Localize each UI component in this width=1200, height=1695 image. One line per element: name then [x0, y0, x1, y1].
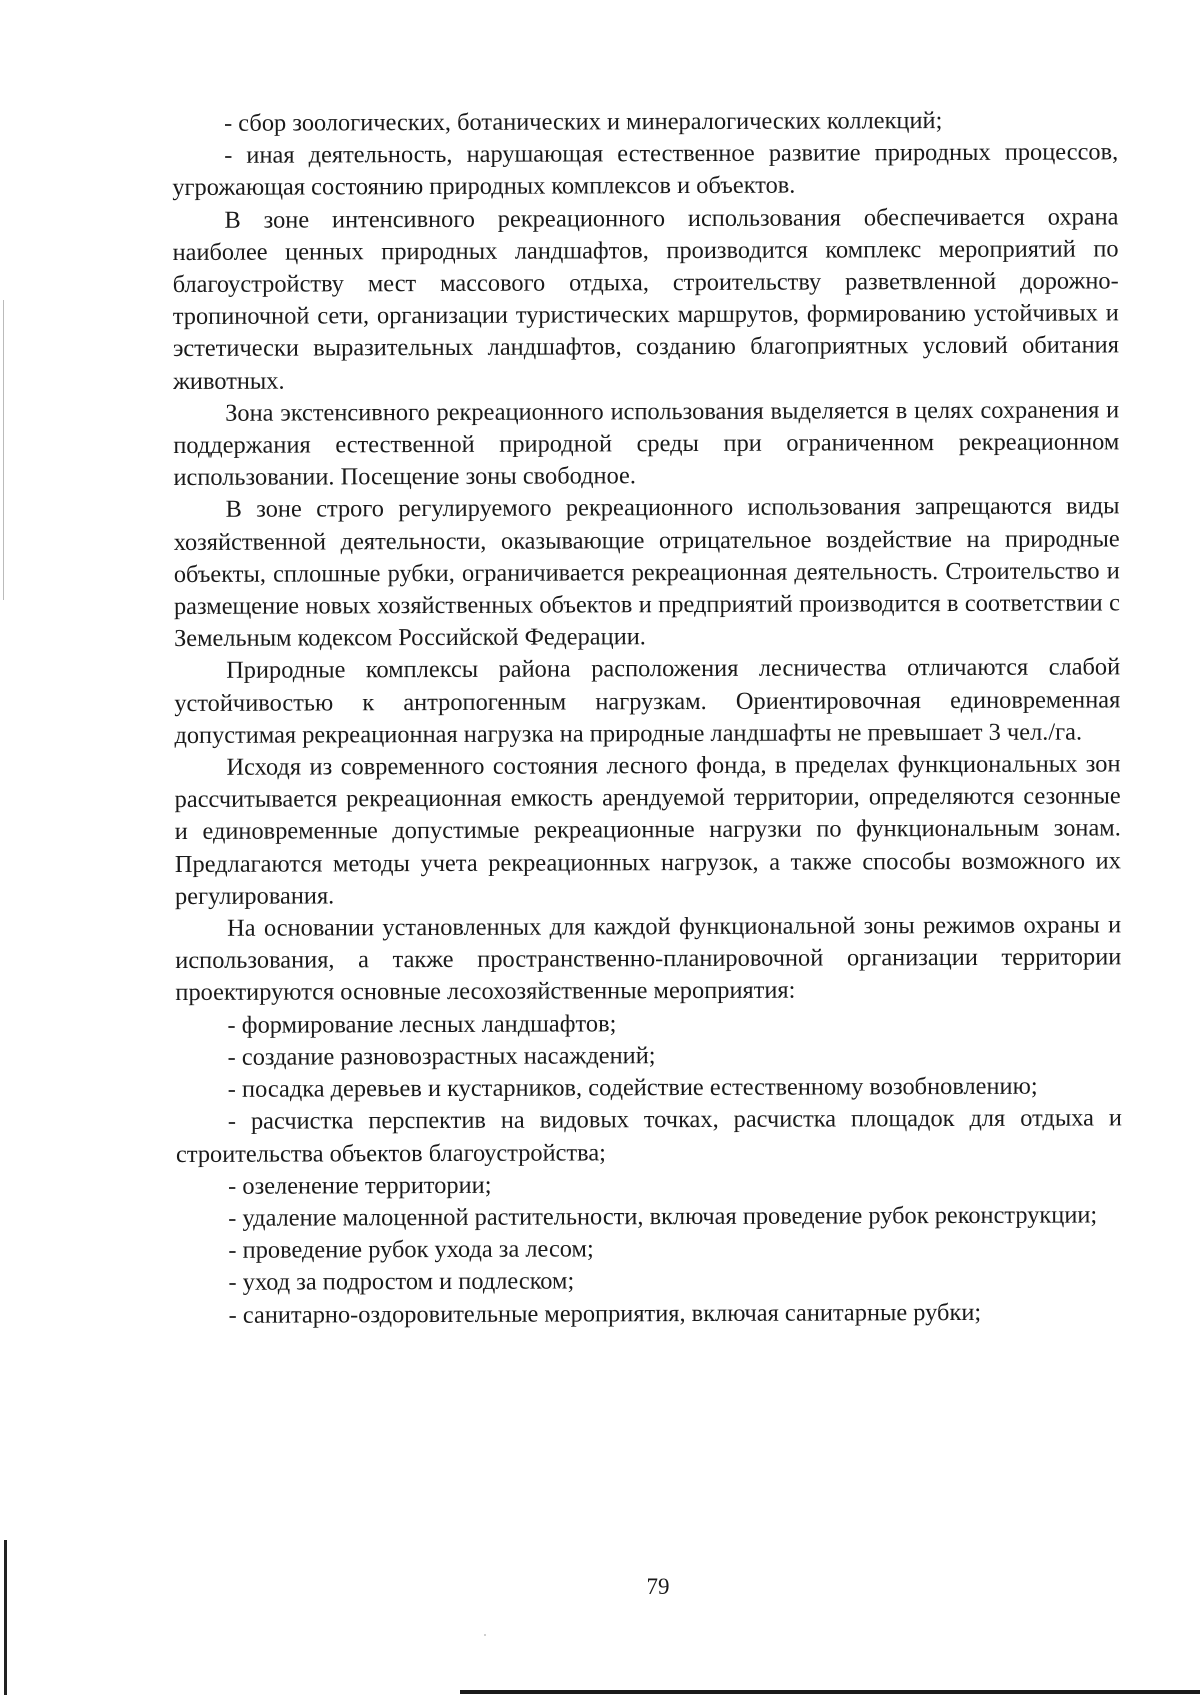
list-item: - сбор зоологических, ботанических и минералогических коллекций;: [224, 107, 943, 137]
list-item: - удаление малоценной растительности, включая проведение рубок реконструкции;: [228, 1201, 1098, 1232]
list-item: - иная деятельность, нарушающая естественное развитие природных процессов, угрожающая состоянию природных комплексов и объектов.: [172, 138, 1119, 202]
paragraph: В зоне интенсивного рекреационного использования обеспечивается охрана наиболее ценных природных ландшафтов, производится комплекс мероприятий по благоустройству мест массового отдыха, строительству разветвленной дорожно-тропиночной сети, организации туристических маршрутов, формированию устойчивых и эстетически выразительных ландшафтов, созданию благоприятных условий обитания животных.: [172, 202, 1119, 395]
list-item: - расчистка перспектив на видовых точках, расчистка площадок для отдыха и строительства объектов благоустройства;: [175, 1104, 1122, 1168]
scan-artifact-left-line: [3, 300, 4, 600]
list-item: - санитарно-оздоровительные мероприятия, включая санитарные рубки;: [228, 1298, 982, 1329]
list-item: - проведение рубок ухода за лесом;: [228, 1235, 594, 1264]
paragraph: Исходя из современного состояния лесного фонда, в пределах функциональных зон рассчитывается рекреационная емкость арендуемой территории, определяются сезонные и единовременные допустимые рекреационные нагрузки по функциональным зонам. Предлагаются методы учета рекреационных нагрузок, а также способы возможного их регулирования.: [174, 750, 1121, 910]
list-item: - посадка деревьев и кустарников, содействие естественному возобновлению;: [227, 1072, 1038, 1103]
document-body: [172, 104, 1123, 1331]
list-item: - озеленение территории;: [228, 1171, 492, 1200]
scan-artifact-dot: [484, 1634, 486, 1636]
list-item: - создание разновозрастных насаждений;: [227, 1042, 656, 1071]
page-number: 79: [646, 1574, 670, 1599]
paragraph: В зоне строго регулируемого рекреационного использования запрещаются виды хозяйственной деятельности, оказывающие отрицательное воздействие на природные объекты, сплошные рубки, ограничивается рекреационная деятельность. Строительство и размещение новых хозяйственных объектов и предприятий производится в соответствии с Земельным кодексом Российской Федерации.: [173, 492, 1120, 653]
list-item: - уход за подростом и подлеском;: [228, 1267, 575, 1297]
paragraph: Зона экстенсивного рекреационного использования выделяется в целях сохранения и поддержания естественной природной среды при ограниченном рекреационном использовании. Посещение зоны свободное.: [173, 396, 1120, 492]
list-item: - формирование лесных ландшафтов;: [227, 1009, 617, 1039]
scan-artifact-left-edge: [4, 1540, 7, 1695]
paragraph: На основании установленных для каждой функциональной зоны режимов охраны и использования, а также пространственно-планировочной организации территории проектируются основные лесохозяйственные мероприятия:: [175, 911, 1122, 1007]
scan-artifact-bottom-edge: [460, 1690, 1200, 1694]
paragraph: Природные комплексы района расположения лесничества отличаются слабой устойчивостью к антропогенным нагрузкам. Ориентировочная единовременная допустимая рекреационная нагрузка на природные ландшафты не превышает 3 чел./га.: [174, 653, 1121, 749]
